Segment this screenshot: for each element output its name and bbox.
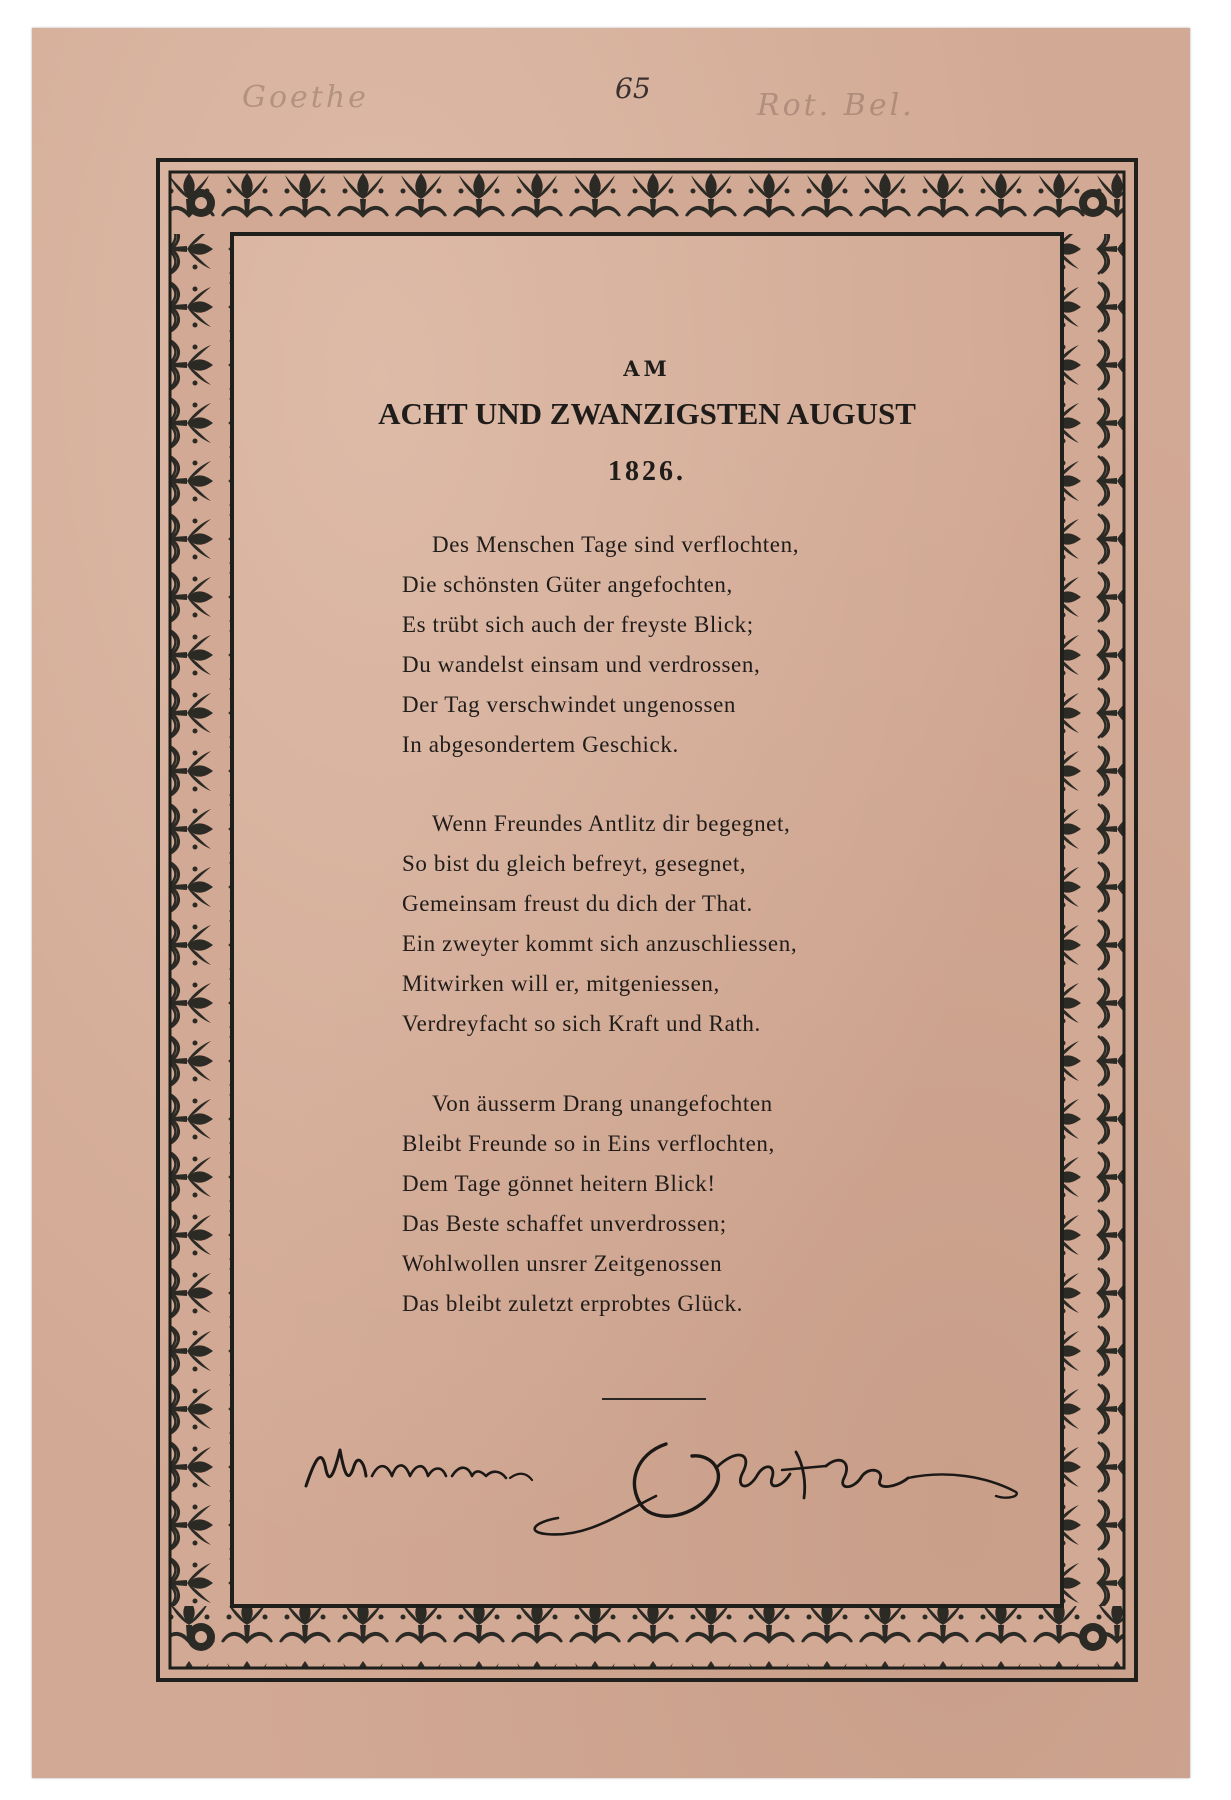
poem-line: Verdreyfacht so sich Kraft und Rath. (402, 1011, 761, 1036)
handwritten-signature (296, 1426, 1036, 1544)
stanza-2 (402, 804, 962, 1044)
poem-line: Gemeinsam freust du dich der That. (402, 891, 753, 916)
poem-line: In abgesondertem Geschick. (402, 732, 679, 757)
poem-line: Ein zweyter kommt sich anzuschliessen, (402, 931, 798, 956)
poem-line: Wenn Freundes Antlitz dir begegnet, (432, 811, 791, 836)
poem-line: So bist du gleich befreyt, gesegnet, (402, 851, 747, 876)
heading-am: AM (623, 356, 671, 381)
poem-line: Dem Tage gönnet heitern Blick! (402, 1171, 716, 1196)
divider-rule (602, 1398, 706, 1400)
poem-line: Bleibt Freunde so in Eins verflochten, (402, 1131, 775, 1156)
poem-line: Mitwirken will er, mitgeniessen, (402, 971, 720, 996)
page-number: 65 (615, 72, 651, 105)
stanza-1 (402, 525, 962, 765)
poem-title: ACHT UND ZWANZIGSTEN AUGUST (378, 396, 916, 431)
stanza-3 (402, 1084, 962, 1324)
poem-text-area (260, 260, 1034, 1578)
poem-line: Wohlwollen unsrer Zeitgenossen (402, 1251, 723, 1276)
poem-line: Des Menschen Tage sind verflochten, (432, 532, 800, 557)
poem-line: Es trübt sich auch der freyste Blick; (402, 612, 754, 637)
poem-line: Der Tag verschwindet ungenossen (402, 692, 737, 717)
poem-line: Die schönsten Güter angefochten, (402, 572, 733, 597)
pencil-annotation-right: Rot. Bel. (757, 88, 915, 123)
paper-sheet (32, 28, 1190, 1778)
poem-line: Das Beste schaffet unverdrossen; (402, 1211, 727, 1236)
poem-year: 1826. (608, 456, 686, 487)
poem-line: Von äusserm Drang unangefochten (432, 1091, 773, 1116)
poem-line: Das bleibt zuletzt erprobtes Glück. (402, 1291, 743, 1316)
poem-line: Du wandelst einsam und verdrossen, (402, 652, 761, 677)
pencil-annotation-left: Goethe (242, 80, 369, 115)
